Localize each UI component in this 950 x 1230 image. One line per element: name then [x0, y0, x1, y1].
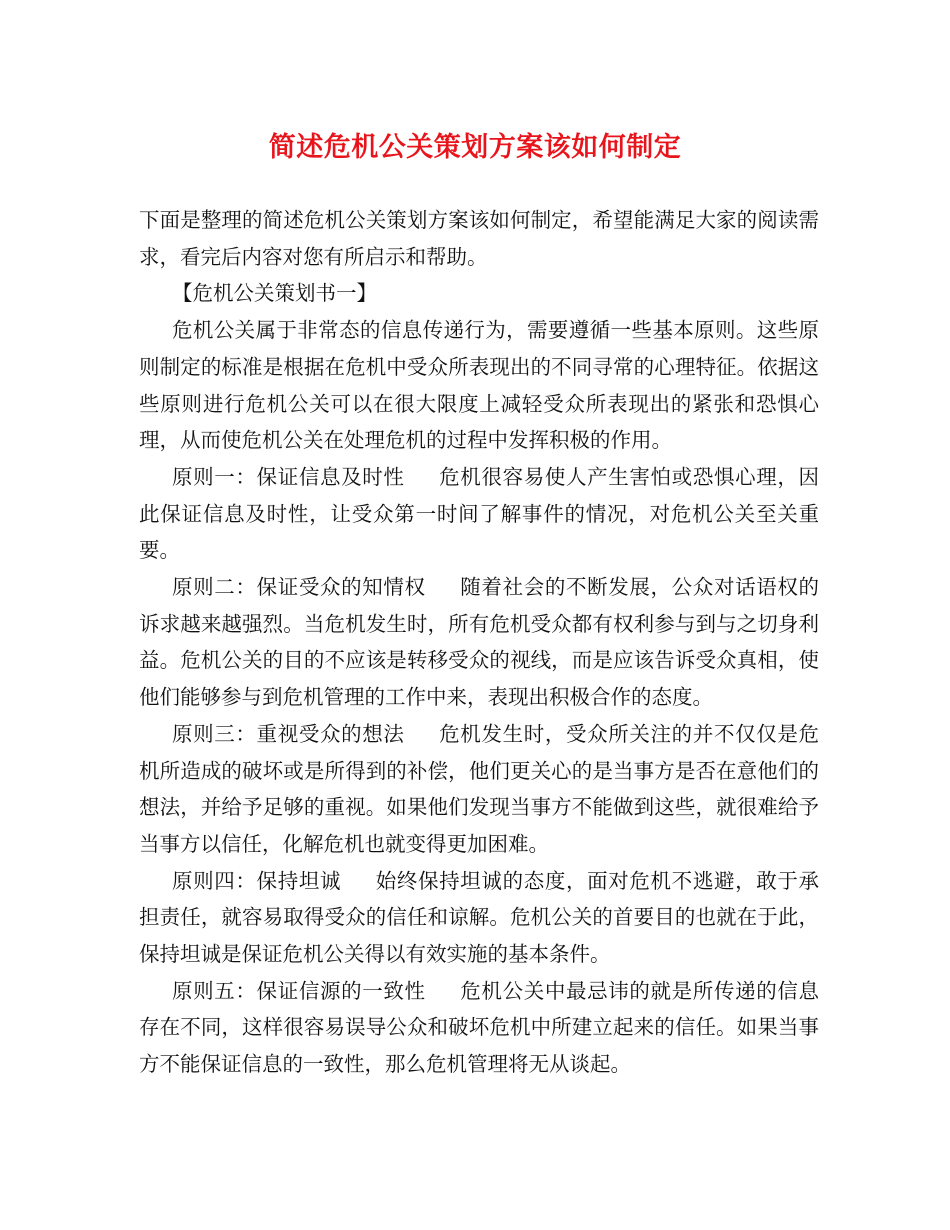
- body-paragraph: 危机公关属于非常态的信息传递行为，需要遵循一些基本原则。这些原则制定的标准是根据在危机中受众所表现出的不同寻常的心理特征。依据这些原则进行危机公关可以在很大限度上减轻受众所表现出的紧张和恐惧心理，从而使危机公关在处理危机的过程中发挥积极的作用。: [139, 318, 819, 453]
- principle-3-paragraph: [139, 716, 819, 863]
- document-title: 简述危机公关策划方案该如何制定: [268, 132, 682, 163]
- document-body: [139, 202, 819, 1083]
- principle-3-text: 危机发生时，受众所关注的并不仅仅是危机所造成的破坏或是所得到的补偿，他们更关心的是当事方是否在意他们的想法，并给予足够的重视。如果他们发现当事方不能做到这些，就很难给予当事方以信任，化解危机也就变得更加困难。: [139, 721, 820, 856]
- principle-4-text: 始终保持坦诚的态度，面对危机不逃避，敢于承担责任，就容易取得受众的信任和谅解。危机公关的首要目的也就在于此，保持坦诚是保证危机公关得以有效实施的基本条件。: [139, 868, 820, 967]
- principle-2-heading: 原则二：保证受众的知情权: [172, 575, 426, 600]
- principle-5-heading: 原则五：保证信源的一致性: [172, 978, 426, 1003]
- principle-1-heading: 原则一：保证信息及时性: [172, 464, 405, 489]
- principle-4-heading: 原则四：保持坦诚: [172, 868, 342, 893]
- principle-3-heading: 原则三：重视受众的想法: [172, 721, 405, 746]
- intro-paragraph: 下面是整理的简述危机公关策划方案该如何制定，希望能满足大家的阅读需求，看完后内容对您有所启示和帮助。: [139, 208, 819, 269]
- principle-4-paragraph: [139, 863, 819, 973]
- principle-5-text: 危机公关中最忌讳的就是所传递的信息存在不同，这样很容易误导公众和破坏危机中所建立起来的信任。如果当事方不能保证信息的一致性，那么危机管理将无从谈起。: [139, 978, 820, 1077]
- principle-1-text: 危机很容易使人产生害怕或恐惧心理，因此保证信息及时性，让受众第一时间了解事件的情况，对危机公关至关重要。: [139, 464, 820, 563]
- principle-2-paragraph: [139, 569, 819, 716]
- principle-5-paragraph: [139, 973, 819, 1083]
- principle-1-paragraph: [139, 459, 819, 569]
- principle-2-text: 随着社会的不断发展，公众对话语权的诉求越来越强烈。当危机发生时，所有危机受众都有权利参与到与之切身利益。危机公关的目的不应该是转移受众的视线，而是应该告诉受众真相，使他们能够参与到危机管理的工作中来，表现出积极合作的态度。: [139, 575, 820, 710]
- section-heading: 【危机公关策划书一】: [172, 281, 377, 306]
